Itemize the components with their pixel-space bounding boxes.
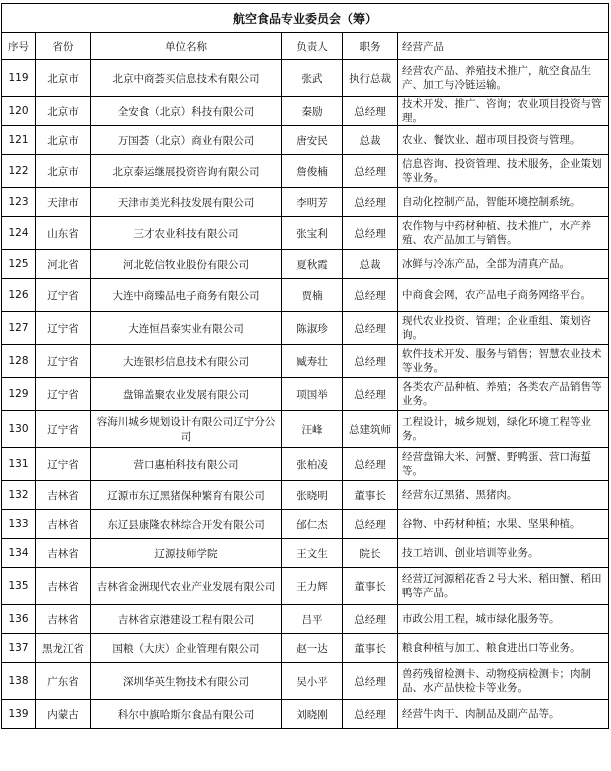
row-person: 项国举 <box>282 378 343 411</box>
row-number: 127 <box>2 312 36 345</box>
row-title: 总经理 <box>343 448 398 481</box>
row-title: 总经理 <box>343 345 398 378</box>
row-title: 院长 <box>343 539 398 568</box>
row-products: 农作物与中药材种植、技术推广，水产养殖、农产品加工与销售。 <box>398 217 609 250</box>
row-person: 张晓明 <box>282 481 343 510</box>
table-row <box>2 510 609 539</box>
row-products: 市政公用工程，城市绿化服务等。 <box>398 605 609 634</box>
row-person: 唐安民 <box>282 126 343 155</box>
table-row <box>2 217 609 250</box>
row-number: 122 <box>2 155 36 188</box>
row-province: 吉林省 <box>36 510 91 539</box>
row-province: 黑龙江省 <box>36 634 91 663</box>
row-province: 北京市 <box>36 126 91 155</box>
row-products: 软件技术开发、服务与销售；智慧农业技术等业务。 <box>398 345 609 378</box>
row-person: 张武 <box>282 60 343 97</box>
row-title: 总经理 <box>343 510 398 539</box>
row-company: 北京中商荟买信息技术有限公司 <box>91 60 282 97</box>
row-company: 吉林省京港建设工程有限公司 <box>91 605 282 634</box>
table-row <box>2 634 609 663</box>
row-person: 邰仁杰 <box>282 510 343 539</box>
table-row <box>2 663 609 700</box>
header-company: 单位名称 <box>91 33 282 60</box>
row-title: 总经理 <box>343 312 398 345</box>
row-title: 董事长 <box>343 634 398 663</box>
row-person: 陈淑珍 <box>282 312 343 345</box>
row-person: 刘晓刚 <box>282 700 343 729</box>
row-person: 张柏凌 <box>282 448 343 481</box>
header-person: 负责人 <box>282 33 343 60</box>
row-number: 131 <box>2 448 36 481</box>
row-products: 兽药残留检测卡、动物疫病检测卡；肉制品、水产品快检卡等业务。 <box>398 663 609 700</box>
row-number: 137 <box>2 634 36 663</box>
row-company: 万国荟（北京）商业有限公司 <box>91 126 282 155</box>
table-row <box>2 411 609 448</box>
row-products: 冰鲜与冷冻产品，全部为清真产品。 <box>398 250 609 279</box>
row-title: 总经理 <box>343 155 398 188</box>
row-products: 经营牛肉干、肉制品及副产品等。 <box>398 700 609 729</box>
table-row <box>2 60 609 97</box>
row-products: 经营农产品、养殖技术推广，航空食品生产、加工与冷链运输。 <box>398 60 609 97</box>
row-province: 吉林省 <box>36 481 91 510</box>
row-number: 138 <box>2 663 36 700</box>
table-row <box>2 539 609 568</box>
row-title: 总经理 <box>343 279 398 312</box>
row-title: 总经理 <box>343 663 398 700</box>
row-company: 深圳华英生物技术有限公司 <box>91 663 282 700</box>
row-products: 各类农产品种植、养殖；各类农产品销售等业务。 <box>398 378 609 411</box>
table-row <box>2 378 609 411</box>
row-person: 汪峰 <box>282 411 343 448</box>
row-number: 135 <box>2 568 36 605</box>
row-province: 辽宁省 <box>36 448 91 481</box>
row-person: 贾楠 <box>282 279 343 312</box>
row-province: 辽宁省 <box>36 411 91 448</box>
row-company: 国粮（大庆）企业管理有限公司 <box>91 634 282 663</box>
row-title: 总经理 <box>343 605 398 634</box>
row-title: 总经理 <box>343 217 398 250</box>
row-title: 总经理 <box>343 378 398 411</box>
row-number: 121 <box>2 126 36 155</box>
row-province: 吉林省 <box>36 568 91 605</box>
row-title: 总裁 <box>343 126 398 155</box>
row-number: 130 <box>2 411 36 448</box>
table-row <box>2 155 609 188</box>
row-number: 134 <box>2 539 36 568</box>
row-number: 133 <box>2 510 36 539</box>
row-number: 136 <box>2 605 36 634</box>
row-province: 河北省 <box>36 250 91 279</box>
row-number: 129 <box>2 378 36 411</box>
row-province: 内蒙古 <box>36 700 91 729</box>
row-province: 吉林省 <box>36 539 91 568</box>
row-person: 詹俊楠 <box>282 155 343 188</box>
row-company: 吉林省金洲现代农业产业发展有限公司 <box>91 568 282 605</box>
row-number: 132 <box>2 481 36 510</box>
table-row <box>2 188 609 217</box>
row-company: 容海川城乡规划设计有限公司辽宁分公司 <box>91 411 282 448</box>
row-person: 王力辉 <box>282 568 343 605</box>
row-company: 全安食（北京）科技有限公司 <box>91 97 282 126</box>
table-row <box>2 605 609 634</box>
row-products: 经营盘锦大米、河蟹、野鸭蛋、营口海蜇等。 <box>398 448 609 481</box>
row-province: 吉林省 <box>36 605 91 634</box>
row-products: 技术开发、推广、咨询；农业项目投资与管理。 <box>398 97 609 126</box>
row-title: 执行总裁 <box>343 60 398 97</box>
row-number: 123 <box>2 188 36 217</box>
row-province: 辽宁省 <box>36 378 91 411</box>
row-company: 东辽县康隆农林综合开发有限公司 <box>91 510 282 539</box>
member-table <box>1 3 609 729</box>
table-row <box>2 568 609 605</box>
row-title: 总建筑师 <box>343 411 398 448</box>
header-no: 序号 <box>2 33 36 60</box>
row-products: 经营辽河源稻花香２号大米、稻田蟹、稻田鸭等产品。 <box>398 568 609 605</box>
table-row <box>2 700 609 729</box>
row-company: 盘锦盖聚农业发展有限公司 <box>91 378 282 411</box>
row-company: 三才农业科技有限公司 <box>91 217 282 250</box>
row-province: 山东省 <box>36 217 91 250</box>
table-row <box>2 126 609 155</box>
row-person: 夏秋霞 <box>282 250 343 279</box>
row-person: 王文生 <box>282 539 343 568</box>
row-province: 北京市 <box>36 60 91 97</box>
row-number: 125 <box>2 250 36 279</box>
row-company: 大连恒昌泰实业有限公司 <box>91 312 282 345</box>
row-number: 126 <box>2 279 36 312</box>
row-title: 董事长 <box>343 568 398 605</box>
row-number: 139 <box>2 700 36 729</box>
table-row <box>2 481 609 510</box>
row-products: 谷物、中药材种植；水果、坚果种植。 <box>398 510 609 539</box>
row-title: 总裁 <box>343 250 398 279</box>
row-company: 辽源技师学院 <box>91 539 282 568</box>
table-row <box>2 448 609 481</box>
table-row <box>2 279 609 312</box>
row-province: 北京市 <box>36 97 91 126</box>
row-products: 粮食种植与加工、粮食进出口等业务。 <box>398 634 609 663</box>
row-person: 赵一达 <box>282 634 343 663</box>
row-company: 大连银杉信息技术有限公司 <box>91 345 282 378</box>
row-products: 农业、餐饮业、超市项目投资与管理。 <box>398 126 609 155</box>
row-products: 经营东辽黑猪、黑猪肉。 <box>398 481 609 510</box>
row-number: 120 <box>2 97 36 126</box>
row-company: 科尔中旗哈斯尔食品有限公司 <box>91 700 282 729</box>
table-header-row <box>2 33 609 60</box>
row-products: 工程设计，城乡规划，绿化环境工程等业务。 <box>398 411 609 448</box>
row-company: 营口惠柏科技有限公司 <box>91 448 282 481</box>
row-number: 124 <box>2 217 36 250</box>
row-products: 信息咨询、投资管理、技术服务，企业策划等业务。 <box>398 155 609 188</box>
row-company: 辽源市东辽黑猪保种繁育有限公司 <box>91 481 282 510</box>
row-products: 中商食会网，农产品电子商务网络平台。 <box>398 279 609 312</box>
table-row <box>2 345 609 378</box>
row-company: 天津市美光科技发展有限公司 <box>91 188 282 217</box>
row-person: 吕平 <box>282 605 343 634</box>
row-province: 北京市 <box>36 155 91 188</box>
header-products: 经营产品 <box>398 33 609 60</box>
row-province: 辽宁省 <box>36 279 91 312</box>
row-number: 119 <box>2 60 36 97</box>
table-row <box>2 250 609 279</box>
row-products: 自动化控制产品，智能环境控制系统。 <box>398 188 609 217</box>
row-province: 广东省 <box>36 663 91 700</box>
table-title-row <box>2 4 609 33</box>
row-company: 河北乾信牧业股份有限公司 <box>91 250 282 279</box>
row-company: 北京泰运继展投资咨询有限公司 <box>91 155 282 188</box>
row-person: 张宝利 <box>282 217 343 250</box>
table-row <box>2 312 609 345</box>
row-person: 李明芳 <box>282 188 343 217</box>
row-province: 天津市 <box>36 188 91 217</box>
header-province: 省份 <box>36 33 91 60</box>
row-person: 秦励 <box>282 97 343 126</box>
row-products: 现代农业投资、管理；企业重组、策划咨询。 <box>398 312 609 345</box>
row-person: 吴小平 <box>282 663 343 700</box>
row-province: 辽宁省 <box>36 312 91 345</box>
row-company: 大连中商臻品电子商务有限公司 <box>91 279 282 312</box>
row-province: 辽宁省 <box>36 345 91 378</box>
member-table-container <box>1 3 608 729</box>
row-title: 总经理 <box>343 97 398 126</box>
row-number: 128 <box>2 345 36 378</box>
table-row <box>2 97 609 126</box>
row-title: 总经理 <box>343 188 398 217</box>
row-products: 技工培训、创业培训等业务。 <box>398 539 609 568</box>
table-title: 航空食品专业委员会（筹） <box>2 4 609 33</box>
header-title: 职务 <box>343 33 398 60</box>
row-title: 董事长 <box>343 481 398 510</box>
row-title: 总经理 <box>343 700 398 729</box>
row-person: 臧寿壮 <box>282 345 343 378</box>
